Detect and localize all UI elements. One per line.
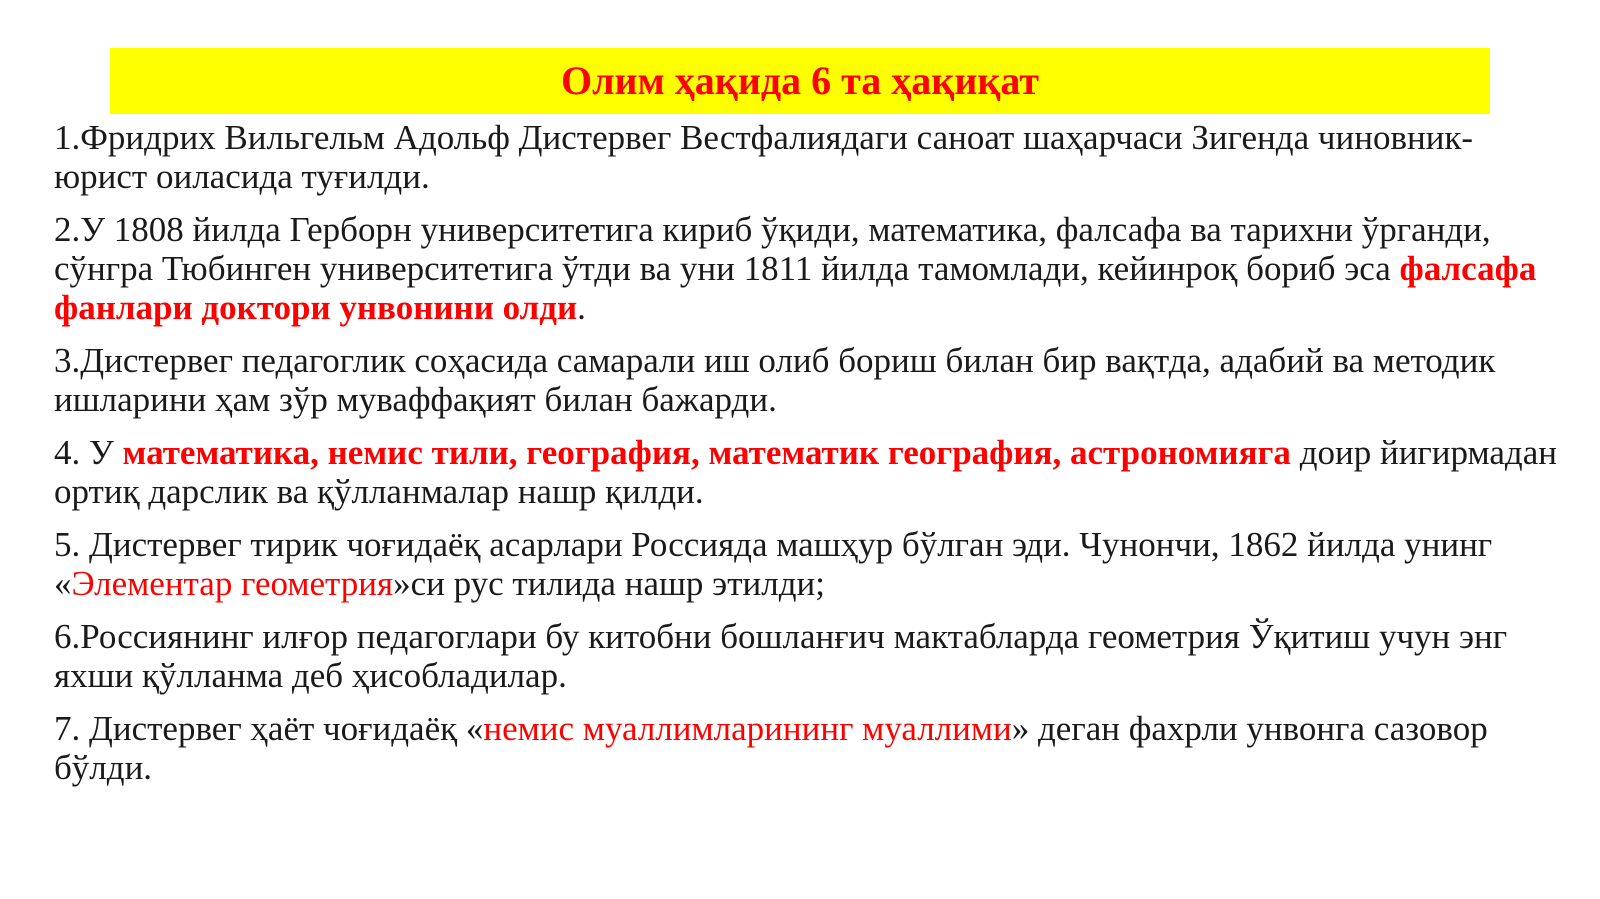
fact-4-highlight: математика, немис тили, география, математик география, астрономияга bbox=[122, 433, 1291, 472]
fact-item-1 bbox=[54, 118, 1564, 196]
fact-5-tail: »си рус тилида нашр этилди; bbox=[393, 564, 825, 603]
fact-1-text: 1.Фридрих Вильгельм Адольф Дистервег Вестфалиядаги саноат шаҳарчаси Зигенда чиновник-юрист оиласида туғилди. bbox=[54, 118, 1474, 196]
fact-5-text: 5. Дистервег тирик чоғидаёқ асарлари Россияда машҳур бўлган эди. Чунончи, 1862 йилда унинг « bbox=[54, 525, 1493, 603]
fact-item-4 bbox=[54, 433, 1564, 511]
fact-item-6 bbox=[54, 617, 1564, 695]
facts-list bbox=[54, 118, 1564, 801]
fact-item-7 bbox=[54, 709, 1564, 787]
fact-item-5 bbox=[54, 525, 1564, 603]
fact-7-text: 7. Дистервег ҳаёт чоғидаёқ « bbox=[54, 709, 484, 748]
fact-6-text: 6.Россиянинг илғор педагоглари бу китобни бошланғич мактабларда геометрия Ўқитиш учун энг яхши қўлланма деб ҳисобладилар. bbox=[54, 617, 1508, 695]
fact-item-2 bbox=[54, 210, 1564, 327]
fact-item-3 bbox=[54, 341, 1564, 419]
fact-4-text: 4. У bbox=[54, 433, 123, 472]
fact-2-text: 2.У 1808 йилда Герборн университетига кириб ўқиди, математика, фалсафа ва тарихни ўрганди, сўнгра Тюбинген университетига ўтди ва уни 1811 йилда тамомлади, кейинроқ бориб эса bbox=[54, 210, 1491, 288]
title-banner bbox=[110, 48, 1490, 114]
fact-7-tail: » деган фахрли унвонга сазовор бўлди. bbox=[54, 709, 1488, 787]
page-title: Олим ҳақида 6 та ҳақиқат bbox=[560, 58, 1040, 103]
fact-4-tail: доир йигирмадан ортиқ дарслик ва қўлланмалар нашр қилди. bbox=[54, 433, 1558, 511]
fact-2-tail: . bbox=[577, 288, 586, 327]
fact-7-highlight: немис муаллимларининг муаллими bbox=[483, 709, 1012, 748]
fact-2-highlight: фалсафа фанлари доктори унвонини олди bbox=[54, 249, 1537, 327]
fact-5-highlight: Элементар геометрия bbox=[71, 564, 394, 603]
fact-3-text: 3.Дистервег педагоглик соҳасида самарали иш олиб бориш билан бир вақтда, адабий ва методик ишларини ҳам зўр муваффақият билан бажарди. bbox=[54, 341, 1496, 419]
